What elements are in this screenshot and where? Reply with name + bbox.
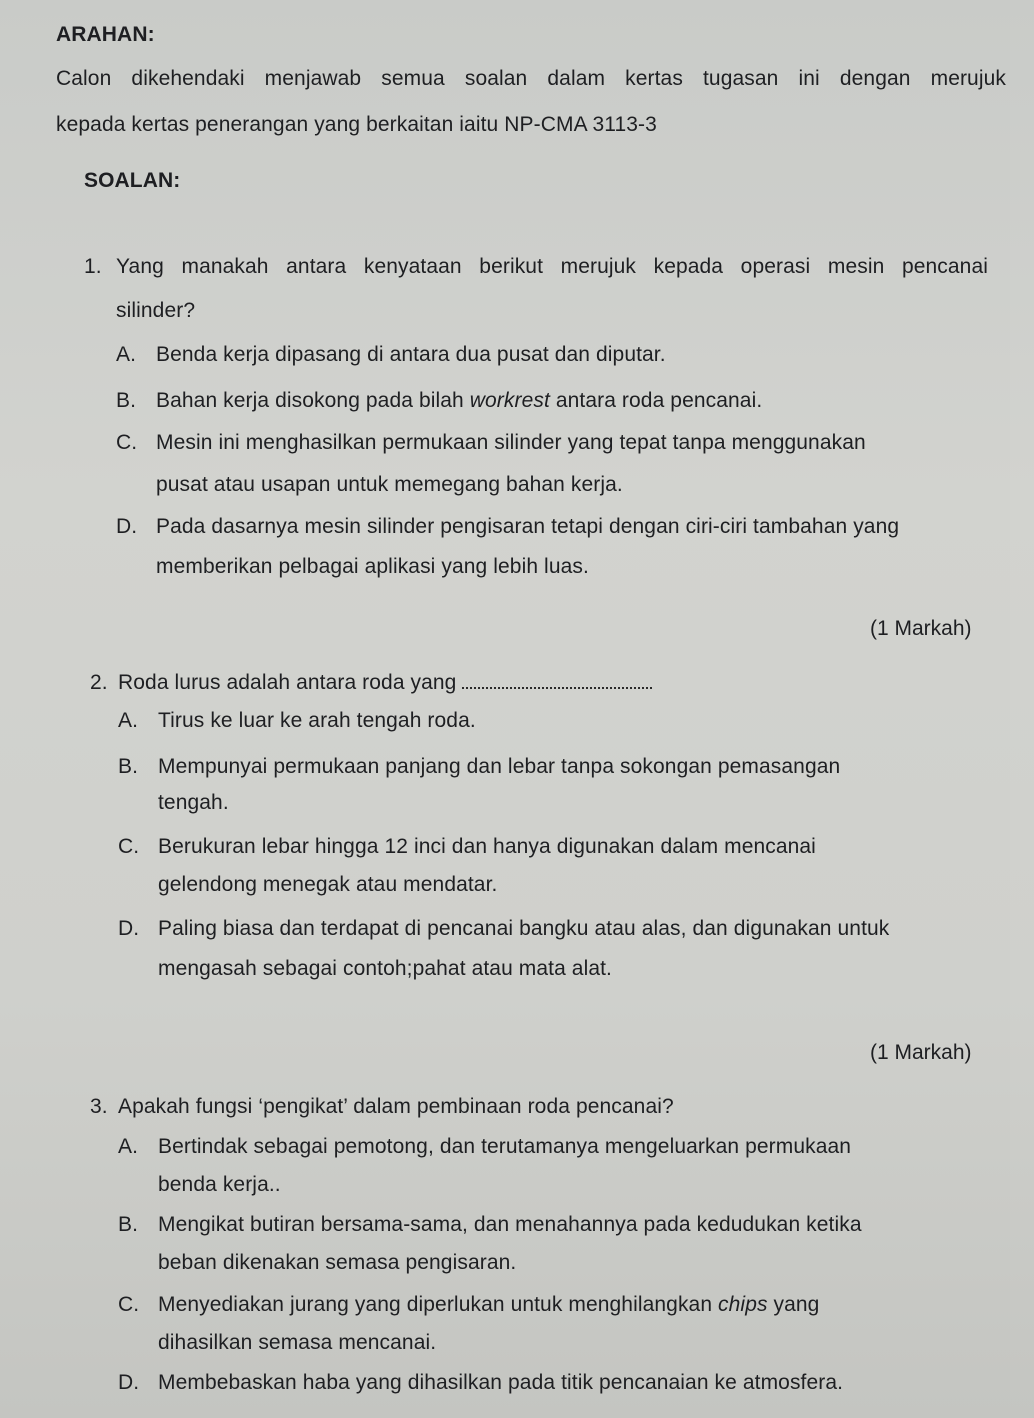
question-3-option-b-line-2: beban dikenakan semasa pengisaran. (158, 1251, 517, 1274)
question-2-marks: (1 Markah) (870, 1041, 972, 1064)
question-1-option-c (116, 430, 866, 456)
option-text: Benda kerja dipasang di antara dua pusat dan diputar. (156, 343, 666, 366)
option-text-pre: Menyediakan jurang yang diperlukan untuk menghilangkan (158, 1293, 719, 1316)
option-letter: A. (118, 709, 139, 732)
questions-heading: SOALAN: (84, 169, 181, 192)
question-2-stem-text: Roda lurus adalah antara roda yang (118, 671, 457, 694)
option-letter: C. (116, 431, 138, 454)
answer-blank (462, 671, 652, 689)
question-2-option-b (118, 754, 840, 780)
question-1-stem-line-1: Yang manakah antara kenyataan berikut merujuk kepada operasi mesin pencanai (116, 255, 988, 278)
question-1-option-d-line-2: memberikan pelbagai aplikasi yang lebih luas. (156, 555, 589, 578)
option-letter: D. (116, 515, 138, 538)
question-1-option-a (116, 342, 666, 368)
option-letter: C. (118, 1293, 140, 1316)
instructions-line-1: Calon dikehendaki menjawab semua soalan dalam kertas tugasan ini dengan merujuk (56, 67, 1006, 90)
option-text: Mengikat butiran bersama-sama, dan menahannya pada kedudukan ketika (158, 1213, 862, 1236)
question-3-option-c-line-2: dihasilkan semasa mencanai. (158, 1331, 437, 1354)
question-2-option-c (118, 834, 816, 860)
question-1-option-b (116, 388, 762, 414)
option-text: Mesin ini menghasilkan permukaan silinder yang tepat tanpa menggunakan (156, 431, 866, 454)
option-letter: A. (116, 343, 137, 366)
question-2-option-c-line-2: gelendong menegak atau mendatar. (158, 873, 498, 896)
option-text: Tirus ke luar ke arah tengah roda. (158, 709, 476, 732)
option-letter: D. (118, 917, 140, 940)
question-1-number: 1. (84, 255, 102, 278)
instructions-line-2: kepada kertas penerangan yang berkaitan iaitu NP-CMA 3113-3 (56, 113, 657, 136)
option-letter: A. (118, 1135, 139, 1158)
instructions-heading: ARAHAN: (56, 23, 155, 46)
option-text-post: antara roda pencanai. (549, 389, 763, 412)
option-text: Berukuran lebar hingga 12 inci dan hanya digunakan dalam mencanai (158, 835, 816, 858)
option-text: Paling biasa dan terdapat di pencanai bangku atau alas, dan digunakan untuk (158, 917, 890, 940)
option-text-pre: Bahan kerja disokong pada bilah (156, 389, 470, 412)
option-letter: D. (118, 1371, 140, 1394)
question-3-stem: Apakah fungsi ‘pengikat’ dalam pembinaan roda pencanai? (118, 1095, 674, 1118)
question-3-option-b (118, 1212, 862, 1238)
option-text: Mempunyai permukaan panjang dan lebar tanpa sokongan pemasangan (158, 755, 841, 778)
option-letter: C. (118, 835, 140, 858)
question-2-option-d-line-2: mengasah sebagai contoh;pahat atau mata alat. (158, 957, 612, 980)
question-2-stem (118, 670, 652, 696)
question-1-marks: (1 Markah) (870, 617, 972, 640)
question-1-option-d (116, 514, 899, 540)
option-text-italic: workrest (469, 389, 550, 412)
option-text: Pada dasarnya mesin silinder pengisaran tetapi dengan ciri-ciri tambahan yang (156, 515, 900, 538)
question-3-number: 3. (90, 1095, 108, 1118)
option-letter: B. (118, 755, 139, 778)
option-text: Bertindak sebagai pemotong, dan terutamanya mengeluarkan permukaan (158, 1135, 852, 1158)
question-1-option-c-line-2: pusat atau usapan untuk memegang bahan kerja. (156, 473, 623, 496)
question-3-option-a-line-2: benda kerja.. (158, 1173, 281, 1196)
question-3-option-d (118, 1370, 843, 1396)
option-text: Membebaskan haba yang dihasilkan pada titik pencanaian ke atmosfera. (158, 1371, 844, 1394)
option-letter: B. (118, 1213, 139, 1236)
question-2-number: 2. (90, 671, 108, 694)
option-text-post: yang (767, 1293, 820, 1316)
question-1-stem-line-2: silinder? (116, 299, 196, 322)
question-3-option-c (118, 1292, 819, 1318)
question-3-option-a (118, 1134, 851, 1160)
question-2-option-d (118, 916, 889, 942)
option-text-italic: chips (718, 1293, 768, 1316)
question-2-option-b-line-2: tengah. (158, 791, 229, 814)
option-letter: B. (116, 389, 137, 412)
question-2-option-a (118, 708, 476, 734)
